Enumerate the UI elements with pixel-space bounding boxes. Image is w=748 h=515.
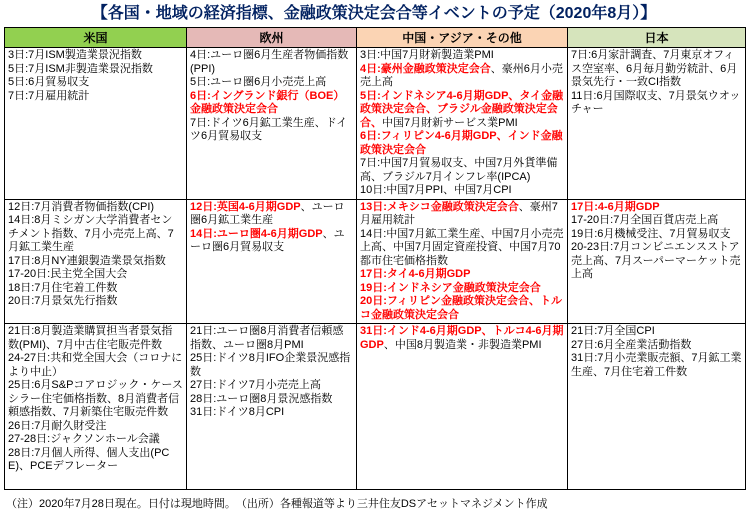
source-note: （注）2020年7月28日現在。日付は現地時間。 （出所）各種報道等より三井住友DSアセットマネジメント作成 <box>6 498 548 510</box>
header-cell-china-asia-other: 中国・アジア・その他 <box>357 28 568 48</box>
event-entry <box>571 241 742 282</box>
event-entry <box>360 282 564 296</box>
event-text: 中国7月財新サービス業PMI <box>382 116 518 129</box>
event-entry <box>8 282 183 296</box>
event-text: 25日:6月S&Pコアロジック・ケースシラー住宅価格指数、8月消費者信頼感指数、7月新築住宅販売件数 <box>8 379 183 418</box>
event-text-highlighted: 19日:インドネシア金融政策決定会合 <box>360 281 541 294</box>
event-text: 7日:6月家計調査、7月東京オフィス空室率、6月毎月勤労統計、6月景気先行・一致CI指数 <box>571 49 738 88</box>
header-cell-japan: 日本 <box>568 28 746 48</box>
calendar-body <box>5 48 746 490</box>
event-entry <box>8 255 183 269</box>
event-text: 28日:7月個人所得、個人支出(PCE)、PCEデフレーター <box>8 446 170 472</box>
event-entry <box>190 49 353 76</box>
event-text: 7日:7月雇用統計 <box>8 89 90 102</box>
event-entry <box>571 339 742 353</box>
event-text: 5日:7月ISM非製造業景況指数 <box>8 62 153 75</box>
event-entry <box>8 352 183 379</box>
event-text: 7日:中国7月貿易収支、中国7月外貨準備高、ブラジル7月インフレ率(IPCA) <box>360 157 558 183</box>
event-text-highlighted: 6日:フィリピン4-6月期GDP、インド金融政策決定会合 <box>360 130 563 156</box>
event-text: 、豪州7月雇用統計 <box>360 200 558 226</box>
calendar-header-row <box>5 28 746 48</box>
event-entry <box>360 228 564 269</box>
event-text: 7日:ドイツ6月鉱工業生産、ドイツ6月貿易収支 <box>190 116 348 142</box>
event-text-highlighted: 6日:イングランド銀行（BOE）金融政策決定会合 <box>190 89 345 115</box>
event-text: 14日:中国7月鉱工業生産、中国7月小売売上高、中国7月固定資産投資、中国7月70都市住宅価格指数 <box>360 227 564 267</box>
event-text-highlighted: 5日:インドネシア4-6月期GDP、タイ金融政策決定会合、ブラジル金融政策決定会合、 <box>360 89 564 129</box>
event-entry <box>8 268 183 282</box>
event-entry <box>8 90 183 104</box>
calendar-cell-us <box>5 199 187 324</box>
event-text: 17日:8月NY連銀製造業景気指数 <box>8 254 166 267</box>
calendar-cell-china-asia-other <box>357 324 568 490</box>
table-row <box>5 48 746 200</box>
event-entry <box>190 117 353 144</box>
event-entry <box>8 379 183 420</box>
event-text-highlighted: 20日:フィリピン金融政策決定会合、トルコ金融政策決定会合 <box>360 295 563 321</box>
calendar-cell-japan <box>568 324 746 490</box>
event-text: 10日:中国7月PPI、中国7月CPI <box>360 184 512 196</box>
event-entry <box>8 214 183 255</box>
event-text: 11日:6月国際収支、7月景気ウオッチャー <box>571 89 741 115</box>
event-text: 17-20日:7月全国百貨店売上高 <box>571 214 719 226</box>
event-entry <box>571 49 742 90</box>
event-entry <box>190 406 353 420</box>
calendar-cell-china-asia-other <box>357 48 568 200</box>
event-text: 19日:6月機械受注、7月貿易収支 <box>571 227 731 240</box>
event-text: 21日:7月全国CPI <box>571 325 655 337</box>
event-entry <box>360 49 564 63</box>
event-entry <box>360 90 564 131</box>
event-text: 、豪州6月小売売上高 <box>360 62 563 88</box>
event-entry <box>571 228 742 242</box>
event-text: 27-28日:ジャクソンホール会議 <box>8 433 160 445</box>
calendar-cell-japan <box>568 48 746 200</box>
calendar-cell-japan <box>568 199 746 324</box>
event-entry <box>8 433 183 447</box>
event-text: 5日:ユーロ圏6月小売売上高 <box>190 76 327 88</box>
event-text: 17-20日:民主党全国大会 <box>8 268 128 280</box>
event-entry <box>360 268 564 282</box>
event-text-highlighted: 12日:英国4-6月期GDP <box>190 200 301 213</box>
event-text-highlighted: 13日:メキシコ金融政策決定会合 <box>360 200 519 213</box>
calendar-cell-europe <box>187 324 357 490</box>
event-text: 18日:7月住宅着工件数 <box>8 281 118 294</box>
header-cell-europe: 欧州 <box>187 28 357 48</box>
event-text: 26日:7月耐久財受注 <box>8 419 107 432</box>
event-entry <box>8 325 183 352</box>
event-text: 、ユーロ圏6月鉱工業生産 <box>190 200 345 226</box>
event-entry <box>8 201 183 215</box>
event-text-highlighted: 31日:インド4-6月期GDP、トルコ4-6月期GDP <box>360 325 564 351</box>
event-text: 3日:中国7月財新製造業PMI <box>360 49 494 61</box>
event-entry <box>8 420 183 434</box>
event-entry <box>360 130 564 157</box>
event-entry <box>571 214 742 228</box>
event-entry <box>190 393 353 407</box>
event-entry <box>571 325 742 339</box>
event-entry <box>360 63 564 90</box>
event-entry <box>571 90 742 117</box>
event-entry <box>360 184 564 198</box>
event-text: 4日:ユーロ圏6月生産者物価指数(PPI) <box>190 49 349 75</box>
event-entry <box>360 295 564 322</box>
calendar-cell-europe <box>187 199 357 324</box>
event-entry <box>190 76 353 90</box>
event-text: 20-23日:7月コンビニエンスストア売上高、7月スーパーマーケット売上高 <box>571 241 741 280</box>
event-text: 31日:ドイツ8月CPI <box>190 406 285 418</box>
event-entry <box>571 352 742 379</box>
event-text: 27日:6月全産業活動指数 <box>571 338 692 351</box>
event-text-highlighted: 17日:4-6月期GDP <box>571 200 660 213</box>
calendar-cell-us <box>5 48 187 200</box>
event-text: 31日:7月小売業販売額、7月鉱工業生産、7月住宅着工件数 <box>571 352 742 378</box>
table-row <box>5 324 746 490</box>
event-text: 25日:ドイツ8月IFO企業景況感指数 <box>190 352 351 378</box>
event-text-highlighted: 14日:ユーロ圏4-6月期GDP <box>190 227 323 240</box>
event-text: 12日:7月消費者物価指数(CPI) <box>8 200 155 213</box>
event-text: 20日:7月景気先行指数 <box>8 295 118 307</box>
economic-calendar-table <box>4 27 746 490</box>
event-entry <box>571 201 742 215</box>
event-entry <box>8 49 183 63</box>
table-row <box>5 199 746 324</box>
calendar-cell-china-asia-other <box>357 199 568 324</box>
event-text: 3日:7月ISM製造業景況指数 <box>8 49 142 61</box>
calendar-cell-europe <box>187 48 357 200</box>
event-text: 28日:ユーロ圏8月景況感指数 <box>190 392 333 405</box>
event-text: 、中国8月製造業・非製造業PMI <box>383 338 542 351</box>
event-entry <box>190 201 353 228</box>
event-text: 、ユーロ圏6月貿易収支 <box>190 227 345 253</box>
event-entry <box>360 325 564 352</box>
event-text: 14日:8月ミシガン大学消費者センチメント指数、7月小売売上高、7月鉱工業生産 <box>8 214 174 253</box>
page-title: 【各国・地域の経済指標、金融政策決定会合等イベントの予定（2020年8月）】 <box>91 5 657 22</box>
event-entry <box>8 63 183 77</box>
event-entry <box>360 201 564 228</box>
event-entry <box>190 228 353 255</box>
event-text-highlighted: 17日:タイ4-6月期GDP <box>360 268 471 280</box>
calendar-cell-us <box>5 324 187 490</box>
event-entry <box>360 157 564 184</box>
event-text: 21日:ユーロ圏8月消費者信頼感指数、ユーロ圏8月PMI <box>190 325 344 351</box>
event-entry <box>8 295 183 309</box>
event-text: 21日:8月製造業購買担当者景気指数(PMI)、7月中古住宅販売件数 <box>8 325 173 351</box>
event-entry <box>190 325 353 352</box>
event-text: 27日:ドイツ7月小売売上高 <box>190 379 321 391</box>
event-text: 24-27日:共和党全国大会（コロナにより中止） <box>8 352 183 378</box>
event-entry <box>190 352 353 379</box>
event-entry <box>8 76 183 90</box>
header-cell-us: 米国 <box>5 28 187 48</box>
event-text: 5日:6月貿易収支 <box>8 76 90 88</box>
event-entry <box>8 447 183 474</box>
event-entry <box>190 379 353 393</box>
event-entry <box>190 90 353 117</box>
event-text-highlighted: 4日:豪州金融政策決定会合 <box>360 62 491 75</box>
